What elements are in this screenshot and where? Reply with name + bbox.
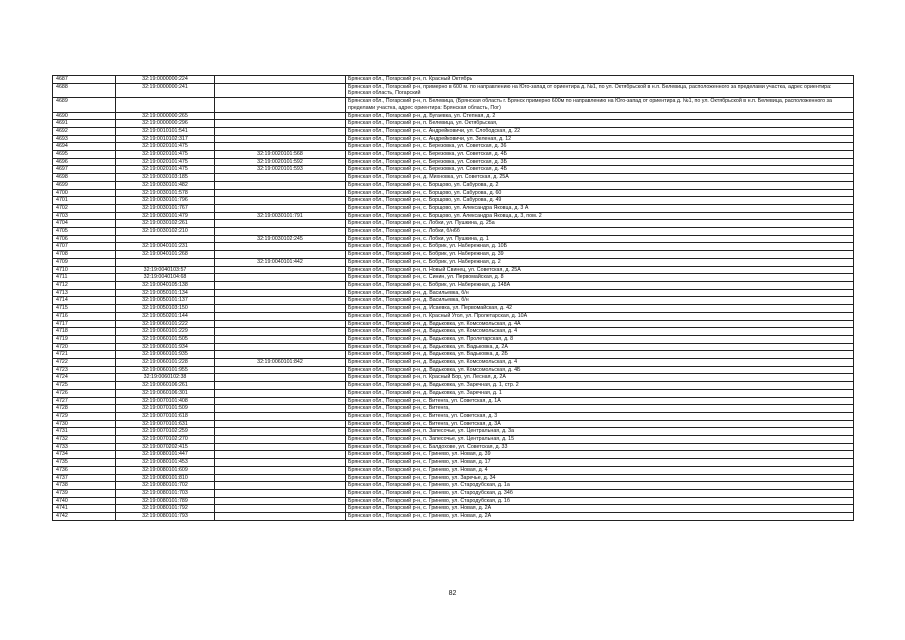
address-cell: Брянская обл., Погарский р-н, д. Вадьковка, ул. Пролетарская, д. 8 <box>346 335 854 343</box>
row-number-cell: 4722 <box>53 359 116 367</box>
address-cell: Брянская обл., Погарский р-н, с. Лобки, ул. Пушкина, д. 1 <box>346 235 854 243</box>
cadastral-number-cell: 32:19:0050103:150 <box>116 305 215 313</box>
object-number-cell: 32:19:0040101:442 <box>215 258 346 266</box>
table-row <box>53 266 854 274</box>
address-cell: Брянская обл., Погарский р-н, д. Исаевка, ул. Первомайская, д. 42 <box>346 305 854 313</box>
address-cell: Брянская обл., Погарский р-н, с. Борщово, ул. Сабурова, д. 2 <box>346 181 854 189</box>
object-number-cell <box>215 451 346 459</box>
cadastral-number-cell <box>116 235 215 243</box>
table-row <box>53 197 854 205</box>
address-cell: Брянская обл., Погарский р-н, с. Гринево, ул. Стародубская, д. 1а <box>346 482 854 490</box>
row-number-cell: 4730 <box>53 420 116 428</box>
row-number-cell: 4720 <box>53 343 116 351</box>
row-number-cell: 4739 <box>53 489 116 497</box>
table-row <box>53 489 854 497</box>
table-row <box>53 366 854 374</box>
table-row <box>53 135 854 143</box>
row-number-cell: 4707 <box>53 243 116 251</box>
table-row <box>53 312 854 320</box>
row-number-cell: 4732 <box>53 436 116 444</box>
cadastral-number-cell: 32:19:0040103:57 <box>116 266 215 274</box>
address-cell: Брянская обл., Погарский р-н, п. Красный Угол, ул. Пролетарская, д. 10А <box>346 312 854 320</box>
registry-table <box>52 75 854 521</box>
table-row <box>53 359 854 367</box>
object-number-cell <box>215 374 346 382</box>
object-number-cell <box>215 197 346 205</box>
object-number-cell <box>215 397 346 405</box>
row-number-cell: 4712 <box>53 281 116 289</box>
address-cell: Брянская обл., Погарский р-н, п. Белевица, ул. Октябрьская, <box>346 120 854 128</box>
row-number-cell: 4692 <box>53 127 116 135</box>
row-number-cell: 4724 <box>53 374 116 382</box>
table-row <box>53 143 854 151</box>
object-number-cell <box>215 228 346 236</box>
table-row <box>53 212 854 220</box>
row-number-cell: 4687 <box>53 76 116 84</box>
cadastral-number-cell: 32:19:0080101:453 <box>116 459 215 467</box>
cadastral-number-cell: 32:19:0020101:475 <box>116 143 215 151</box>
object-number-cell <box>215 243 346 251</box>
table-row <box>53 397 854 405</box>
row-number-cell: 4711 <box>53 274 116 282</box>
table-row <box>53 320 854 328</box>
object-number-cell: 32:19:0020101:593 <box>215 166 346 174</box>
table-row <box>53 436 854 444</box>
cadastral-number-cell: 32:19:0070202:415 <box>116 443 215 451</box>
row-number-cell: 4697 <box>53 166 116 174</box>
address-cell: Брянская обл., Погарский р-н, д. Васильевка, б/н <box>346 289 854 297</box>
address-cell: Брянская обл., Погарский р-н, с. Витенга, ул. Советская, д. 1А <box>346 397 854 405</box>
row-number-cell: 4706 <box>53 235 116 243</box>
address-cell: Брянская обл., Погарский р-н, с. Гринево, ул. Новая, д. 17 <box>346 459 854 467</box>
address-cell: Брянская обл., Погарский р-н, д. Бугаевка, ул. Степная, д. 2 <box>346 112 854 120</box>
table-row <box>53 482 854 490</box>
row-number-cell: 4702 <box>53 204 116 212</box>
table-row <box>53 297 854 305</box>
table-row <box>53 474 854 482</box>
address-cell: Брянская обл., Погарский р-н, с. Витенга, ул. Советская, д. 3 <box>346 412 854 420</box>
cadastral-number-cell: 32:19:0020101:475 <box>116 151 215 159</box>
address-cell: Брянская обл., Погарский р-н, д. Вадьковка, ул. Комсомольская, д. 4А <box>346 320 854 328</box>
address-cell: Брянская обл., Погарский р-н, п. Запесочье, ул. Центральная, д. 15 <box>346 436 854 444</box>
cadastral-number-cell: 32:19:0030101:482 <box>116 181 215 189</box>
cadastral-number-cell: 32:19:0030101:796 <box>116 197 215 205</box>
object-number-cell <box>215 289 346 297</box>
cadastral-number-cell: 32:19:0060106:261 <box>116 382 215 390</box>
address-cell: Брянская обл., Погарский р-н, с. Березовка, ул. Советская, д. 36 <box>346 143 854 151</box>
object-number-cell <box>215 420 346 428</box>
row-number-cell: 4728 <box>53 405 116 413</box>
cadastral-number-cell: 32:19:0080101:792 <box>116 505 215 513</box>
object-number-cell <box>215 489 346 497</box>
table-row <box>53 497 854 505</box>
object-number-cell <box>215 436 346 444</box>
row-number-cell: 4688 <box>53 83 116 97</box>
object-number-cell <box>215 443 346 451</box>
row-number-cell: 4721 <box>53 351 116 359</box>
table-body <box>53 76 854 521</box>
cadastral-number-cell: 32:19:0070101:509 <box>116 405 215 413</box>
address-cell: Брянская обл., Погарский р-н, с. Березовка, ул. Советская, д. 3Б <box>346 158 854 166</box>
table-row <box>53 305 854 313</box>
row-number-cell: 4723 <box>53 366 116 374</box>
document-sheet <box>52 75 853 521</box>
cadastral-number-cell: 32:19:0060101:955 <box>116 366 215 374</box>
row-number-cell: 4708 <box>53 251 116 259</box>
object-number-cell <box>215 328 346 336</box>
object-number-cell <box>215 320 346 328</box>
address-cell: Брянская обл., Погарский р-н, с. Лобки, б/н6б <box>346 228 854 236</box>
cadastral-number-cell: 32:19:0060106:301 <box>116 389 215 397</box>
cadastral-number-cell: 32:19:0010102:317 <box>116 135 215 143</box>
row-number-cell: 4731 <box>53 428 116 436</box>
table-row <box>53 412 854 420</box>
row-number-cell: 4735 <box>53 459 116 467</box>
row-number-cell: 4726 <box>53 389 116 397</box>
object-number-cell <box>215 174 346 182</box>
address-cell: Брянская обл., Погарский р-н, с. Витенга, <box>346 405 854 413</box>
cadastral-number-cell: 32:19:0060101:229 <box>116 328 215 336</box>
cadastral-number-cell: 32:19:0000000:265 <box>116 112 215 120</box>
row-number-cell: 4710 <box>53 266 116 274</box>
cadastral-number-cell: 32:19:0040101:268 <box>116 251 215 259</box>
cadastral-number-cell: 32:19:0050201:144 <box>116 312 215 320</box>
row-number-cell: 4703 <box>53 212 116 220</box>
address-cell: Брянская обл., Погарский р-н, с. Борщово, ул. Александра Яковца, д. 3, пом. 2 <box>346 212 854 220</box>
table-row <box>53 451 854 459</box>
table-row <box>53 420 854 428</box>
table-row <box>53 158 854 166</box>
object-number-cell <box>215 389 346 397</box>
object-number-cell <box>215 459 346 467</box>
page-number: 82 <box>448 590 457 597</box>
table-row <box>53 174 854 182</box>
table-row <box>53 258 854 266</box>
table-row <box>53 343 854 351</box>
table-row <box>53 204 854 212</box>
table-row <box>53 228 854 236</box>
address-cell: Брянская обл., Погарский р-н, примерно в 600 м. по направлению на Юго-запад от ориентира д. №1, по ул. Октябрьской в н.п. Белевица, расположенного за пределами участка, адрес ориентира: Брянская область, Погарский <box>346 83 854 97</box>
cadastral-number-cell: 32:19:0080101:702 <box>116 482 215 490</box>
address-cell: Брянская обл., Погарский р-н, п. Новый Свинец, ул. Советская, д. 25А <box>346 266 854 274</box>
address-cell: Брянская обл., Погарский р-н, д. Вадьковка, ул. Заречная, д. 1, стр. 2 <box>346 382 854 390</box>
table-row <box>53 181 854 189</box>
object-number-cell: 32:19:0020101:568 <box>215 151 346 159</box>
row-number-cell: 4698 <box>53 174 116 182</box>
object-number-cell <box>215 366 346 374</box>
object-number-cell <box>215 335 346 343</box>
row-number-cell: 4704 <box>53 220 116 228</box>
row-number-cell: 4701 <box>53 197 116 205</box>
cadastral-number-cell: 32:19:0070101:631 <box>116 420 215 428</box>
address-cell: Брянская обл., Погарский р-н, д. Михновка, ул. Советская, д. 25А <box>346 174 854 182</box>
cadastral-number-cell: 32:19:0010101:541 <box>116 127 215 135</box>
object-number-cell <box>215 98 346 112</box>
object-number-cell <box>215 513 346 521</box>
row-number-cell: 4700 <box>53 189 116 197</box>
object-number-cell <box>215 143 346 151</box>
address-cell: Брянская обл., Погарский р-н, п. Красный Октябрь <box>346 76 854 84</box>
cadastral-number-cell: 32:19:0000000:241 <box>116 83 215 97</box>
table-row <box>53 405 854 413</box>
table-row <box>53 220 854 228</box>
row-number-cell: 4742 <box>53 513 116 521</box>
object-number-cell <box>215 505 346 513</box>
row-number-cell: 4717 <box>53 320 116 328</box>
table-row <box>53 513 854 521</box>
row-number-cell: 4689 <box>53 98 116 112</box>
cadastral-number-cell <box>116 258 215 266</box>
cadastral-number-cell: 32:19:0030101:767 <box>116 204 215 212</box>
cadastral-number-cell: 32:19:0070102:270 <box>116 436 215 444</box>
table-row <box>53 274 854 282</box>
table-row <box>53 281 854 289</box>
table-row <box>53 443 854 451</box>
object-number-cell <box>215 127 346 135</box>
cadastral-number-cell: 32:19:0040105:138 <box>116 281 215 289</box>
object-number-cell <box>215 181 346 189</box>
object-number-cell: 32:19:0020101:592 <box>215 158 346 166</box>
cadastral-number-cell: 32:19:0030102:261 <box>116 220 215 228</box>
address-cell: Брянская обл., Погарский р-н, с. Бобрик, ул. Набережная, д. 148А <box>346 281 854 289</box>
cadastral-number-cell: 32:19:0030101:578 <box>116 189 215 197</box>
address-cell: Брянская обл., Погарский р-н, д. Васильевка, б/н <box>346 297 854 305</box>
address-cell: Брянская обл., Погарский р-н, д. Вадьковка, ул. Вадьковка, д. 2А <box>346 343 854 351</box>
table-row <box>53 151 854 159</box>
row-number-cell: 4690 <box>53 112 116 120</box>
table-row <box>53 459 854 467</box>
object-number-cell <box>215 312 346 320</box>
table-row <box>53 235 854 243</box>
address-cell: Брянская обл., Погарский р-н, д. Вадьковка, ул. Комсомольская, д. 4 <box>346 328 854 336</box>
cadastral-number-cell: 32:19:0060101:934 <box>116 343 215 351</box>
address-cell: Брянская обл., Погарский р-н, с. Борщово, ул. Сабурова, д. 49 <box>346 197 854 205</box>
cadastral-number-cell: 32:19:0040101:231 <box>116 243 215 251</box>
address-cell: Брянская обл., Погарский р-н, п. Запесочье, ул. Центральная, д. 3а <box>346 428 854 436</box>
cadastral-number-cell: 32:19:0080101:793 <box>116 513 215 521</box>
address-cell: Брянская обл., Погарский р-н, с. Бобрик, ул. Набережная, д. 10Б <box>346 243 854 251</box>
row-number-cell: 4715 <box>53 305 116 313</box>
address-cell: Брянская обл., Погарский р-н, с. Гринево, ул. Новая, д. 2А <box>346 505 854 513</box>
object-number-cell <box>215 305 346 313</box>
row-number-cell: 4733 <box>53 443 116 451</box>
cadastral-number-cell: 32:19:0000000:296 <box>116 120 215 128</box>
address-cell: Брянская обл., Погарский р-н, с. Бобрик, ул. Набережная, д. 39 <box>346 251 854 259</box>
row-number-cell: 4699 <box>53 181 116 189</box>
object-number-cell <box>215 274 346 282</box>
address-cell: Брянская обл., Погарский р-н, с. Бобрик, ул. Набережная, д. 2 <box>346 258 854 266</box>
cadastral-number-cell: 32:19:0030102:210 <box>116 228 215 236</box>
object-number-cell <box>215 497 346 505</box>
object-number-cell <box>215 112 346 120</box>
cadastral-number-cell: 32:19:0060101:222 <box>116 320 215 328</box>
address-cell: Брянская обл., Погарский р-н, с. Гринево, ул. Новая, д. 39 <box>346 451 854 459</box>
object-number-cell <box>215 474 346 482</box>
address-cell: Брянская обл., Погарский р-н, д. Вадьковка, ул. Вадьковка, д. 2Б <box>346 351 854 359</box>
object-number-cell: 32:19:0030102:245 <box>215 235 346 243</box>
row-number-cell: 4705 <box>53 228 116 236</box>
table-row <box>53 382 854 390</box>
address-cell: Брянская обл., Погарский р-н, д. Вадьковка, ул. Заречная, д. 1 <box>346 389 854 397</box>
cadastral-number-cell: 32:19:0070101:618 <box>116 412 215 420</box>
cadastral-number-cell: 32:19:0000000:224 <box>116 76 215 84</box>
row-number-cell: 4719 <box>53 335 116 343</box>
cadastral-number-cell: 32:19:0050101:134 <box>116 289 215 297</box>
object-number-cell <box>215 83 346 97</box>
row-number-cell: 4734 <box>53 451 116 459</box>
cadastral-number-cell: 32:19:0060101:935 <box>116 351 215 359</box>
object-number-cell <box>215 482 346 490</box>
cadastral-number-cell: 32:19:0050101:137 <box>116 297 215 305</box>
address-cell: Брянская обл., Погарский р-н, с. Балдохове, ул. Советская, д. 33 <box>346 443 854 451</box>
cadastral-number-cell: 32:19:0070101:408 <box>116 397 215 405</box>
row-number-cell: 4696 <box>53 158 116 166</box>
table-row <box>53 98 854 112</box>
object-number-cell <box>215 466 346 474</box>
table-row <box>53 428 854 436</box>
address-cell: Брянская обл., Погарский р-н, с. Гринево, ул. Заречье, д. 34 <box>346 474 854 482</box>
cadastral-number-cell: 32:19:0060101:228 <box>116 359 215 367</box>
table-row <box>53 389 854 397</box>
object-number-cell <box>215 135 346 143</box>
cadastral-number-cell: 32:19:0080101:789 <box>116 497 215 505</box>
object-number-cell <box>215 266 346 274</box>
address-cell: Брянская обл., Погарский р-н, с. Лобки, ул. Пушкина, д. 25а <box>346 220 854 228</box>
row-number-cell: 4709 <box>53 258 116 266</box>
cadastral-number-cell: 32:19:0060102:38 <box>116 374 215 382</box>
cadastral-number-cell: 32:19:0080101:703 <box>116 489 215 497</box>
cadastral-number-cell <box>116 98 215 112</box>
table-row <box>53 243 854 251</box>
table-row <box>53 120 854 128</box>
object-number-cell <box>215 120 346 128</box>
cadastral-number-cell: 32:19:0020101:475 <box>116 166 215 174</box>
row-number-cell: 4741 <box>53 505 116 513</box>
row-number-cell: 4727 <box>53 397 116 405</box>
address-cell: Брянская обл., Погарский р-н, с. Гринево, ул. Новая, д. 4 <box>346 466 854 474</box>
row-number-cell: 4736 <box>53 466 116 474</box>
table-row <box>53 76 854 84</box>
table-row <box>53 251 854 259</box>
address-cell: Брянская обл., Погарский р-н, п. Белевица, (Брянская область г. Брянск примерно 600м по направлению на Юго-запад от ориентира д. №1, по ул. Октябрьской в н.п. Белевица, расположенного за пределами участка, адрес ориентира: Брянская область, Пог) <box>346 98 854 112</box>
address-cell: Брянская обл., Погарский р-н, с. Гринево, ул. Стародубская, д. 34б <box>346 489 854 497</box>
row-number-cell: 4691 <box>53 120 116 128</box>
row-number-cell: 4740 <box>53 497 116 505</box>
row-number-cell: 4713 <box>53 289 116 297</box>
address-cell: Брянская обл., Погарский р-н, с. Борщово, ул. Александра Яковца, д. 3 А <box>346 204 854 212</box>
cadastral-number-cell: 32:19:0080101:810 <box>116 474 215 482</box>
object-number-cell: 32:19:0030101:791 <box>215 212 346 220</box>
cadastral-number-cell: 32:19:0070102:259 <box>116 428 215 436</box>
address-cell: Брянская обл., Погарский р-н, д. Вадьковка, ул. Комсомольская, д. 4 <box>346 359 854 367</box>
object-number-cell <box>215 382 346 390</box>
address-cell: Брянская обл., Погарский р-н, с. Гринево, ул. Новая, д. 2А <box>346 513 854 521</box>
cadastral-number-cell: 32:19:0080101:447 <box>116 451 215 459</box>
table-row <box>53 335 854 343</box>
cadastral-number-cell: 32:19:0040104:68 <box>116 274 215 282</box>
cadastral-number-cell: 32:19:0030101:479 <box>116 212 215 220</box>
table-row <box>53 289 854 297</box>
address-cell: Брянская обл., Погарский р-н, д. Вадьковка, ул. Комсомольская, д. 4Б <box>346 366 854 374</box>
table-row <box>53 189 854 197</box>
object-number-cell <box>215 405 346 413</box>
object-number-cell <box>215 204 346 212</box>
object-number-cell <box>215 343 346 351</box>
cadastral-number-cell: 32:19:0080101:609 <box>116 466 215 474</box>
object-number-cell: 32:19:0060101:842 <box>215 359 346 367</box>
table-row <box>53 166 854 174</box>
row-number-cell: 4695 <box>53 151 116 159</box>
address-cell: Брянская обл., Погарский р-н, с. Березовка, ул. Советская, д. 4Б <box>346 166 854 174</box>
address-cell: Брянская обл., Погарский р-н, с. Березовка, ул. Советская, д. 4Б <box>346 151 854 159</box>
object-number-cell <box>215 220 346 228</box>
object-number-cell <box>215 297 346 305</box>
row-number-cell: 4693 <box>53 135 116 143</box>
object-number-cell <box>215 251 346 259</box>
row-number-cell: 4737 <box>53 474 116 482</box>
address-cell: Брянская обл., Погарский р-н, с. Борщово, ул. Сабурова, д. 60 <box>346 189 854 197</box>
object-number-cell <box>215 428 346 436</box>
row-number-cell: 4714 <box>53 297 116 305</box>
row-number-cell: 4729 <box>53 412 116 420</box>
table-row <box>53 374 854 382</box>
address-cell: Брянская обл., Погарский р-н, п. Красный Бор, ул. Лесная, д. 2А <box>346 374 854 382</box>
address-cell: Брянская обл., Погарский р-н, с. Витенга, ул. Советская, д. 3А <box>346 420 854 428</box>
address-cell: Брянская обл., Погарский р-н, с. Синин, ул. Первомайская, д. 8 <box>346 274 854 282</box>
table-row <box>53 127 854 135</box>
object-number-cell <box>215 412 346 420</box>
address-cell: Брянская обл., Погарский р-н, с. Андрейковичи, ул. Зеленая, д. 12 <box>346 135 854 143</box>
address-cell: Брянская обл., Погарский р-н, с. Гринево, ул. Стародубская, д. 1б <box>346 497 854 505</box>
table-row <box>53 328 854 336</box>
row-number-cell: 4694 <box>53 143 116 151</box>
table-row <box>53 466 854 474</box>
object-number-cell <box>215 76 346 84</box>
row-number-cell: 4725 <box>53 382 116 390</box>
object-number-cell <box>215 281 346 289</box>
cadastral-number-cell: 32:19:0060101:505 <box>116 335 215 343</box>
address-cell: Брянская обл., Погарский р-н, с. Андрейковичи, ул. Слободская, д. 22 <box>346 127 854 135</box>
table-row <box>53 505 854 513</box>
row-number-cell: 4718 <box>53 328 116 336</box>
row-number-cell: 4716 <box>53 312 116 320</box>
object-number-cell <box>215 351 346 359</box>
object-number-cell <box>215 189 346 197</box>
table-row <box>53 112 854 120</box>
table-row <box>53 351 854 359</box>
cadastral-number-cell: 32:19:0020101:475 <box>116 158 215 166</box>
row-number-cell: 4738 <box>53 482 116 490</box>
table-row <box>53 83 854 97</box>
cadastral-number-cell: 32:19:0030103:185 <box>116 174 215 182</box>
